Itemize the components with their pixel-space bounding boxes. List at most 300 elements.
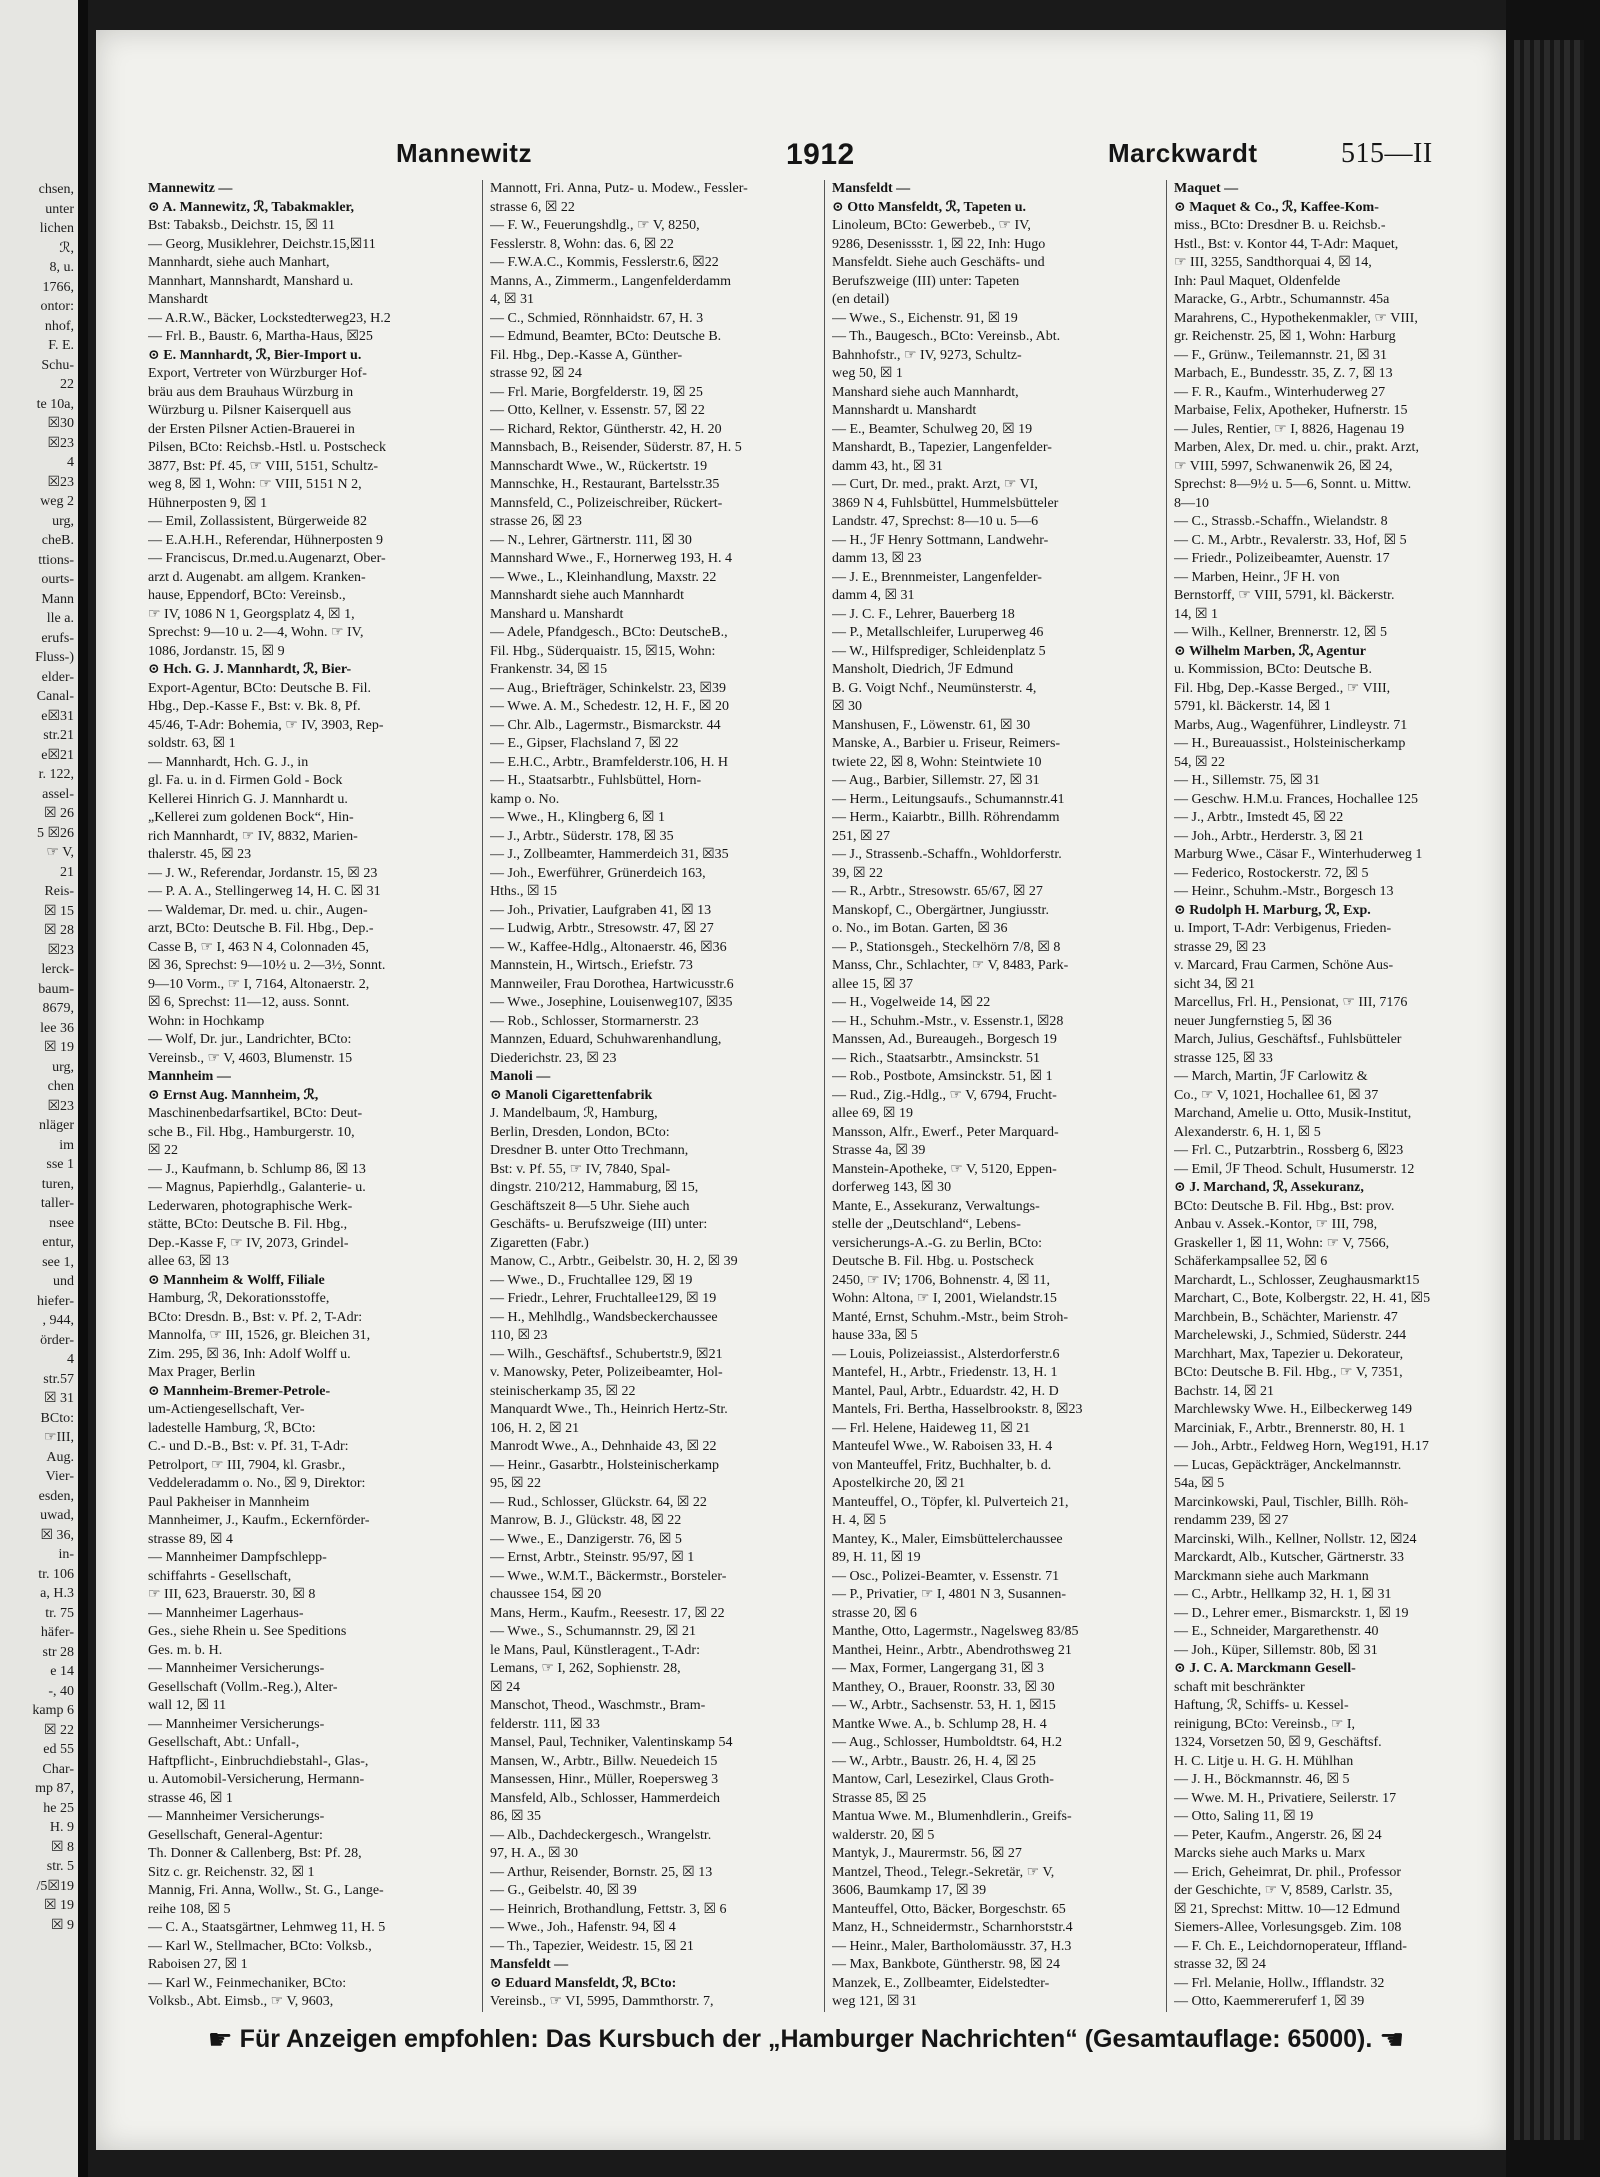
facing-page-line: ☞ V, (46, 845, 74, 860)
entry-line: Fil. Hbg., Dep.-Kasse A, Günther- (490, 347, 683, 363)
facing-page-line: unter (45, 201, 74, 217)
entry-line: BCto: Deutsche B. Fil. Hbg., Bst: prov. (1174, 1198, 1395, 1214)
entry-line: Manzek, E., Zollbeamter, Eidelstedter- (832, 1975, 1050, 1991)
entry-line: — Heinrich, Brothandlung, Fettstr. 3, ☒ 6 (490, 1901, 727, 1917)
entry-line: C.- und D.-B., Bst: v. Pf. 31, T-Adr: (148, 1439, 349, 1454)
entry-line: Landstr. 47, Sprechst: 8—10 u. 5—6 (832, 514, 1039, 529)
entry-line: March, Julius, Geschäftsf., Fuhlsbütteler (1174, 1032, 1402, 1047)
entry-line: weg 121, ☒ 31 (832, 1994, 917, 2009)
entry-line: Marcellus, Frl. H., Pensionat, ☞ III, 7176 (1174, 995, 1408, 1010)
entry-line: (en detail) (832, 292, 890, 307)
column-3 (832, 180, 1155, 2012)
entry-line: — W., Hilfsprediger, Schleidenplatz 5 (832, 643, 1046, 659)
entry-line: Mannheim — (148, 1069, 231, 1084)
entry-line: Hühnerposten 9, ☒ 1 (148, 495, 268, 511)
entry-line: — Alb., Dachdeckergesch., Wrangelstr. (490, 1827, 712, 1843)
facing-page-line: örder- (40, 1332, 74, 1348)
entry-line: 3877, Bst: Pf. 45, ☞ VIII, 5151, Schultz- (148, 458, 379, 474)
facing-page-line: mp 87, (35, 1781, 74, 1796)
facing-page-line: 4 (67, 1352, 74, 1367)
entry-line: strasse 26, ☒ 23 (490, 514, 582, 529)
scanner-edge-strip (1514, 40, 1584, 2140)
entry-line: Sprechst: 9—10 u. 2—4, Wohn. ☞ IV, (148, 625, 364, 640)
entry-line: 2450, ☞ IV; 1706, Bohnenstr. 4, ☒ 11, (832, 1272, 1050, 1288)
entry-line: Lederwaren, photographische Werk- (148, 1198, 353, 1214)
entry-line: dorferweg 143, ☒ 30 (832, 1180, 952, 1195)
entry-line: bräu aus dem Brauhaus Würzburg in (148, 384, 354, 400)
facing-page-line: 21 (60, 864, 74, 880)
entry-line: — Heinr., Maler, Bartholomäusstr. 37, H.3 (832, 1938, 1072, 1954)
facing-page-line: ☒ 8 (50, 1839, 74, 1855)
entry-line: arzt, BCto: Deutsche B. Fil. Hbg., Dep.- (148, 921, 374, 936)
entry-line: Manske, A., Barbier u. Friseur, Reimers- (832, 736, 1061, 751)
facing-page-line: entur, (42, 1235, 74, 1250)
entry-line: Mantey, K., Maler, Eimsbüttelerchaussee (832, 1531, 1063, 1547)
entry-line: Bst: v. Pf. 55, ☞ IV, 7840, Spal- (490, 1161, 671, 1177)
facing-page-line: F. E. (48, 338, 74, 353)
entry-line: Bst: Tabaksb., Deichstr. 15, ☒ 11 (148, 218, 335, 233)
entry-line: Diederichstr. 23, ☒ 23 (490, 1050, 617, 1066)
entry-line: rich Mannhardt, ☞ IV, 8832, Marien- (148, 828, 358, 844)
facing-page-line: nläger (39, 1118, 74, 1133)
entry-line: Haftung, ℛ, Schiffs- u. Kessel- (1174, 1698, 1349, 1713)
entry-line: 4, ☒ 31 (490, 292, 535, 307)
entry-line: 8—10 (1174, 495, 1209, 511)
entry-line: Manshardt (148, 292, 208, 307)
entry-line: strasse 46, ☒ 1 (148, 1790, 233, 1806)
entry-line: — H., ℐF Henry Sottmann, Landwehr- (832, 532, 1049, 548)
entry-line: Fil. Hbg, Dep.-Kasse Berged., ☞ VIII, (1174, 680, 1391, 696)
entry-line: Mannweiler, Frau Dorothea, Hartwicusstr.6 (490, 976, 734, 992)
entry-line: — Joh., Ewerführer, Grünerdeich 163, (490, 865, 706, 881)
entry-line: Mansson, Alfr., Ewerf., Peter Marquard- (832, 1124, 1059, 1140)
entry-line: Marbaise, Felix, Apotheker, Hufnerstr. 15 (1174, 403, 1408, 418)
entry-line: — Emil, Zollassistent, Bürgerweide 82 (148, 514, 368, 529)
entry-line: Dresdner B. unter Otto Trechmann, (490, 1143, 689, 1158)
entry-line: Marchart, C., Bote, Kolbergstr. 22, H. 41, ☒5 (1174, 1291, 1431, 1306)
entry-line: ☒ 6, Sprechst: 11—12, auss. Sonnt. (148, 995, 350, 1010)
entry-line: Mante, E., Assekuranz, Verwaltungs- (832, 1198, 1040, 1214)
entry-line: — Frl. B., Baustr. 6, Martha-Haus, ☒25 (148, 329, 373, 344)
entry-line: — March, Martin, ℐF Carlowitz & (1174, 1069, 1368, 1084)
entry-line: ☞ VIII, 5997, Schwanenwik 26, ☒ 24, (1174, 458, 1393, 474)
entry-line: — Louis, Polizeiassist., Alsterdorferstr.6 (832, 1346, 1060, 1362)
entry-line: — H., Mehlhdlg., Wandsbeckerchaussee (490, 1309, 718, 1325)
entry-line: — Wwe., H., Klingberg 6, ☒ 1 (490, 810, 665, 825)
column-rule (1166, 180, 1167, 2012)
entry-line: Manté, Ernst, Schuhm.-Mstr., beim Stroh- (832, 1309, 1069, 1325)
facing-page-line: in- (58, 1547, 74, 1562)
entry-line: Mantefel, H., Arbtr., Friedenstr. 13, H. 1 (832, 1365, 1058, 1380)
entry-line: 86, ☒ 35 (490, 1809, 542, 1824)
entry-line: — E., Gipser, Flachsland 7, ☒ 22 (490, 736, 679, 751)
entry-line: Maquet — (1174, 181, 1239, 196)
facing-page-line: ontor: (40, 299, 74, 314)
column-1 (148, 180, 471, 2012)
entry-line: Mannshard Wwe., F., Hornerweg 193, H. 4 (490, 551, 733, 566)
entry-line: Pilsen, BCto: Reichsb.-Hstl. u. Postscheck (148, 440, 386, 455)
entry-line: Manoli — (490, 1069, 551, 1084)
facing-page-line: ☒ 31 (43, 1391, 74, 1406)
entry-line: — Th., Tapezier, Weidestr. 15, ☒ 21 (490, 1938, 694, 1954)
entry-line: reinigung, BCto: Vereinsb., ☞ I, (1174, 1716, 1356, 1732)
entry-line: — Joh., Privatier, Laufgraben 41, ☒ 13 (490, 902, 712, 918)
entry-line: — Wwe. A. M., Schedestr. 12, H. F., ☒ 20 (490, 699, 730, 714)
entry-line: — C., Strassb.-Schaffn., Wielandstr. 8 (1174, 514, 1388, 529)
entry-line: — Friedr., Polizeibeamter, Auenstr. 17 (1174, 551, 1390, 566)
entry-line: — Rob., Schlosser, Stormarnerstr. 23 (490, 1013, 699, 1029)
entry-line: — Aug., Schlosser, Humboldtstr. 64, H.2 (832, 1735, 1063, 1750)
entry-line: — J. W., Referendar, Jordanstr. 15, ☒ 23 (148, 865, 378, 881)
entry-line: strasse 32, ☒ 24 (1174, 1957, 1266, 1972)
entry-line: — Rich., Staatsarbtr., Amsinckstr. 51 (832, 1050, 1041, 1066)
entry-line: Schäferkampsallee 52, ☒ 6 (1174, 1254, 1328, 1269)
facing-page-line: Schu- (41, 357, 74, 373)
entry-line: — Federico, Rostockerstr. 72, ☒ 5 (1174, 865, 1369, 881)
entry-line: Mantow, Carl, Lesezirkel, Claus Groth- (832, 1772, 1054, 1787)
facing-page-line: ☒30 (47, 416, 74, 431)
facing-page-line: ☒23 (47, 1098, 74, 1114)
entry-line: thalerstr. 45, ☒ 23 (148, 847, 252, 862)
entry-line: twiete 22, ☒ 8, Wohn: Steintwiete 10 (832, 754, 1042, 770)
entry-line (832, 2012, 1155, 2013)
facing-page-line: chen (47, 1079, 74, 1094)
entry-line: Veddeleradamm o. No., ☒ 9, Direktor: (148, 1476, 366, 1491)
entry-line: u. Automobil-Versicherung, Hermann- (148, 1772, 365, 1787)
footer-advert (136, 2023, 1476, 2056)
entry-line: Deutsche B. Fil. Hbg. u. Postscheck (832, 1254, 1034, 1269)
entry-line: hause, Eppendorf, BCto: Vereinsb., (148, 588, 346, 603)
entry-line: strasse 125, ☒ 33 (1174, 1050, 1273, 1066)
entry-line: J. Mandelbaum, ℛ, Hamburg, (490, 1106, 658, 1121)
entry-line: — Otto, Saling 11, ☒ 19 (1174, 1809, 1314, 1824)
facing-page-line: ed 55 (43, 1742, 74, 1757)
entry-line: Mansholt, Diedrich, ℐF Edmund (832, 662, 1014, 677)
entry-line: von Manteuffel, Fritz, Buchhalter, b. d. (832, 1457, 1052, 1473)
entry-line: — Aug., Barbier, Sillemstr. 27, ☒ 31 (832, 773, 1040, 788)
entry-line: — D., Lehrer emer., Bismarckstr. 1, ☒ 19 (1174, 1605, 1409, 1621)
entry-line: Sitz c. gr. Reichenstr. 32, ☒ 1 (148, 1864, 315, 1880)
entry-line: — Rud., Schlosser, Glückstr. 64, ☒ 22 (490, 1494, 707, 1510)
entry-line: ☞ IV, 1086 N 1, Georgsplatz 4, ☒ 1, (148, 606, 355, 622)
entry-line: ⊙ Otto Mansfeldt, ℛ, Tapeten u. (832, 199, 1027, 215)
entry-line: reihe 108, ☒ 5 (148, 1901, 231, 1917)
entry-line: Mannheimer, J., Kaufm., Eckernförder- (148, 1513, 370, 1528)
entry-line: ⊙ Mannheim-Bremer-Petrole- (148, 1383, 331, 1399)
entry-line: — Waldemar, Dr. med. u. chir., Augen- (148, 902, 368, 918)
facing-page-line: lerck- (41, 962, 74, 977)
entry-line: Manz, H., Schneidermstr., Scharnhorststr.4 (832, 1920, 1073, 1935)
entry-line: — Lucas, Gepäckträger, Anckelmannstr. (1174, 1457, 1402, 1473)
entry-line: Alexanderstr. 6, H. 1, ☒ 5 (1174, 1124, 1321, 1140)
entry-line: Manshusen, F., Löwenstr. 61, ☒ 30 (832, 717, 1031, 733)
entry-line: — H., Vogelweide 14, ☒ 22 (832, 995, 991, 1010)
entry-line: — R., Arbtr., Stresowstr. 65/67, ☒ 27 (832, 884, 1043, 899)
entry-line: v. Manowsky, Peter, Polizeibeamter, Hol- (490, 1365, 723, 1380)
entry-line: BCto: Dresdn. B., Bst: v. Pf. 2, T-Adr: (148, 1309, 363, 1325)
facing-page-line: weg 2 (40, 494, 74, 509)
entry-line: Dep.-Kasse F, ☞ IV, 2073, Grindel- (148, 1235, 349, 1251)
entry-line: neuer Jungfernstieg 5, ☒ 36 (1174, 1013, 1332, 1029)
facing-page-line: urg, (52, 1059, 74, 1075)
entry-line: — Peter, Kaufm., Angerstr. 26, ☒ 24 (1174, 1827, 1382, 1843)
facing-page-line: tr. 75 (45, 1605, 74, 1621)
facing-page-line: r. 122, (38, 767, 74, 782)
footer-text: Für Anzeigen empfohlen: Das Kursbuch der „Hamburger Nachrichten“ (Gesamtauflage: 65000). (239, 2025, 1373, 2053)
entry-line: — Franciscus, Dr.med.u.Augenarzt, Ober- (148, 551, 386, 566)
entry-line: felderstr. 111, ☒ 33 (490, 1716, 600, 1732)
entry-line: — J. C. F., Lehrer, Bauerberg 18 (832, 606, 1015, 622)
entry-line: Manthey, O., Brauer, Roonstr. 33, ☒ 30 (832, 1679, 1055, 1695)
entry-line: Max Prager, Berlin (148, 1365, 256, 1380)
entry-line: Gesellschaft, Abt.: Unfall-, (148, 1735, 300, 1750)
entry-line: Strasse 85, ☒ 25 (832, 1790, 927, 1806)
entry-line: — Otto, Kellner, v. Essenstr. 57, ☒ 22 (490, 403, 705, 418)
entry-line: — Osc., Polizei-Beamter, v. Essenstr. 71 (832, 1568, 1060, 1584)
entry-line: — Rud., Zig.-Hdlg., ☞ V, 6794, Frucht- (832, 1087, 1057, 1103)
facing-page-line: H. 9 (49, 1820, 74, 1835)
entry-line: BCto: Deutsche B. Fil. Hbg., ☞ V, 7351, (1174, 1365, 1403, 1380)
entry-line: Mannshardt siehe auch Mannhardt (490, 588, 684, 603)
entry-line: miss., BCto: Dresdner B. u. Reichsb.- (1174, 218, 1386, 233)
facing-page-line: a, H.3 (40, 1586, 74, 1601)
entry-line: schiffahrts - Gesellschaft, (148, 1568, 292, 1584)
entry-line: Maschinenbedarfsartikel, BCto: Deut- (148, 1106, 363, 1121)
entry-line: — Max, Former, Langergang 31, ☒ 3 (832, 1661, 1044, 1676)
entry-line: — P., Stationsgeh., Steckelhörn 7/8, ☒ 8 (832, 939, 1061, 955)
facing-page-line: ☒ 28 (43, 923, 74, 938)
entry-line: Marchardt, L., Schlosser, Zeughausmarkt15 (1174, 1272, 1420, 1288)
entry-line: 251, ☒ 27 (832, 828, 891, 844)
entry-line: — Jules, Rentier, ☞ I, 8826, Hagenau 19 (1174, 421, 1405, 437)
entry-line: Marchhart, Max, Tapezier u. Dekorateur, (1174, 1346, 1404, 1362)
entry-line: Casse B, ☞ I, 463 N 4, Colonnaden 45, (148, 939, 369, 955)
entry-line: — Wilh., Geschäftsf., Schubertstr.9, ☒21 (490, 1346, 723, 1362)
entry-line: Mantyk, J., Maurermstr. 56, ☒ 27 (832, 1846, 1022, 1861)
entry-line: Mans, Herm., Kaufm., Reesestr. 17, ☒ 22 (490, 1605, 725, 1621)
entry-line: Manss, Chr., Schlachter, ☞ V, 8483, Park- (832, 958, 1069, 973)
entry-line: H. 4, ☒ 5 (832, 1513, 887, 1528)
entry-line: Mannsbach, B., Reisender, Süderstr. 87, H. 5 (490, 440, 742, 455)
entry-line: ⊙ Ernst Aug. Mannheim, ℛ, (148, 1087, 319, 1103)
entry-line: Mannschardt Wwe., W., Rückertstr. 19 (490, 458, 708, 474)
entry-line: o. No., im Botan. Garten, ☒ 36 (832, 921, 1008, 936)
facing-page-line: häfer- (40, 1625, 74, 1640)
facing-page-line: ☒ 19 (43, 1040, 74, 1055)
facing-page-line: ☒ 19 (43, 1898, 74, 1913)
entry-line: ladestelle Hamburg, ℛ, BCto: (148, 1420, 316, 1436)
entry-line: Marckmann siehe auch Markmann (1174, 1568, 1369, 1584)
facing-page-line: 22 (60, 377, 74, 392)
facing-page-line: assel- (42, 786, 74, 802)
entry-line: — Herm., Kaiarbtr., Billh. Röhrendamm (832, 810, 1060, 825)
entry-line: Mansen, W., Arbtr., Billw. Neuedeich 15 (490, 1753, 718, 1769)
facing-page-line: e 14 (50, 1664, 74, 1679)
entry-line: — Mannheimer Dampfschlepp- (148, 1550, 327, 1565)
entry-line: — Arthur, Reisender, Bornstr. 25, ☒ 13 (490, 1864, 713, 1880)
entry-line: Petrolport, ☞ III, 7904, kl. Grasbr., (148, 1457, 346, 1473)
entry-line: damm 13, ☒ 23 (832, 551, 922, 566)
entry-line: soldstr. 63, ☒ 1 (148, 736, 236, 751)
entry-line: steinischerkamp 35, ☒ 22 (490, 1383, 636, 1399)
entry-line: Bachstr. 14, ☒ 21 (1174, 1383, 1275, 1399)
facing-page-line: te 10a, (36, 396, 74, 412)
pointing-hand-right-icon: ☚ (1379, 2024, 1405, 2055)
entry-line: Zigaretten (Fabr.) (490, 1235, 589, 1251)
entry-line: — Mannheimer Lagerhaus- (148, 1605, 304, 1621)
entry-line: ☒ 22 (148, 1143, 179, 1158)
pointing-hand-left-icon: ☛ (207, 2024, 233, 2055)
entry-line: allee 15, ☒ 37 (832, 976, 913, 992)
entry-line: Manrow, B. J., Glückstr. 48, ☒ 22 (490, 1513, 682, 1528)
facing-page-line: und (53, 1274, 74, 1289)
entry-line: — Wwe., L., Kleinhandlung, Maxstr. 22 (490, 569, 717, 585)
entry-line: Geschäftszeit 8—5 Uhr. Siehe auch (490, 1198, 690, 1214)
facing-page-line: 5 ☒26 (36, 825, 74, 841)
entry-line: Manteuffel, Otto, Bäcker, Borgeschstr. 65 (832, 1901, 1066, 1917)
entry-line: — H., Sillemstr. 75, ☒ 31 (1174, 773, 1320, 788)
entry-line: u. Import, T-Adr: Verbigenus, Frieden- (1174, 921, 1392, 936)
facing-page-line: urg, (52, 513, 74, 529)
entry-line: Manteuffel, O., Töpfer, kl. Pulverteich 21, (832, 1494, 1069, 1510)
entry-line: — E., Schneider, Margarethenstr. 40 (1174, 1624, 1379, 1639)
entry-line: Volksb., Abt. Eimsb., ☞ V, 9603, (148, 1994, 334, 2009)
facing-page-fragment (0, 0, 88, 2177)
entry-line: Marckardt, Alb., Kutscher, Gärtnerstr. 33 (1174, 1550, 1404, 1565)
entry-line: — F.W.A.C., Kommis, Fesslerstr.6, ☒22 (490, 255, 719, 270)
entry-line: ⊙ J. C. A. Marckmann Gesell- (1174, 1661, 1356, 1676)
facing-page-line: lee 36 (40, 1020, 74, 1036)
entry-line (148, 2012, 471, 2013)
entry-line: Manskopf, C., Obergärtner, Jungiusstr. (832, 902, 1049, 918)
entry-line: ☒ 36, Sprechst: 9—10½ u. 2—3½, Sonnt. (148, 958, 386, 973)
entry-line: rendamm 239, ☒ 27 (1174, 1513, 1289, 1528)
entry-line: — H., Staatsarbtr., Fuhlsbüttel, Horn- (490, 773, 702, 788)
entry-line: — Friedr., Lehrer, Fruchtallee129, ☒ 19 (490, 1291, 717, 1306)
entry-line: — Frl. Marie, Borgfelderstr. 19, ☒ 25 (490, 384, 703, 400)
entry-line: Manthei, Heinr., Arbtr., Abendrothsweg 21 (832, 1642, 1072, 1658)
directory-page (96, 30, 1506, 2150)
entry-line: Ges. m. b. H. (148, 1642, 223, 1658)
entry-line: Mansfeldt. Siehe auch Geschäfts- und (832, 255, 1045, 270)
entry-line: — Aug., Briefträger, Schinkelstr. 23, ☒39 (490, 680, 726, 696)
entry-line: — F., Grünw., Teilemannstr. 21, ☒ 31 (1174, 347, 1388, 363)
entry-line: walderstr. 20, ☒ 5 (832, 1827, 935, 1843)
entry-line: 9286, Desenissstr. 1, ☒ 22, Inh: Hugo (832, 236, 1046, 252)
entry-line: Marcinski, Wilh., Kellner, Nollstr. 12, ☒24 (1174, 1531, 1417, 1547)
entry-line: Ges., siehe Rhein u. See Speditions (148, 1624, 347, 1639)
entry-line: „Kellerei zum goldenen Bock“, Hin- (148, 810, 354, 825)
facing-page-line: chsen, (38, 182, 74, 197)
entry-line: Berufszweige (III) unter: Tapeten (832, 273, 1020, 289)
facing-page-line: 8679, (42, 1001, 74, 1016)
entry-line: — Th., Baugesch., BCto: Vereinsb., Abt. (832, 329, 1061, 344)
entry-line: Mannshardt u. Manshardt (832, 403, 977, 418)
column-4 (1174, 180, 1497, 2012)
entry-line: v. Marcard, Frau Carmen, Schöne Aus- (1174, 958, 1394, 973)
entry-line: ⊙ Eduard Mansfeldt, ℛ, BCto: (490, 1975, 677, 1991)
entry-line: — P. A. A., Stellingerweg 14, H. C. ☒ 31 (148, 884, 381, 899)
entry-line: sche B., Fil. Hbg., Hamburgerstr. 10, (148, 1124, 355, 1140)
entry-line: ☒ 24 (490, 1679, 521, 1695)
facing-page-line: turen, (41, 1176, 74, 1192)
entry-line: — Ernst, Arbtr., Steinstr. 95/97, ☒ 1 (490, 1550, 695, 1565)
entry-line: — Heinr., Gasarbtr., Holsteinischerkamp (490, 1457, 720, 1473)
entry-line: Mantua Wwe. M., Blumenhdlerin., Greifs- (832, 1809, 1072, 1824)
entry-line: gl. Fa. u. in d. Firmen Gold - Bock (148, 773, 343, 788)
entry-line: — Wwe., S., Eichenstr. 91, ☒ 19 (832, 310, 1018, 326)
entry-line: Mannig, Fri. Anna, Wollw., St. G., Lange- (148, 1883, 384, 1898)
entry-line: — Heinr., Schuhm.-Mstr., Borgesch 13 (1174, 884, 1394, 899)
entry-line: Geschäfts- u. Berufszweige (III) unter: (490, 1217, 708, 1232)
entry-line: 9—10 Vorm., ☞ I, 7164, Altonaerstr. 2, (148, 976, 370, 992)
facing-page-line: ☞III, (43, 1430, 74, 1445)
entry-line: ⊙ Rudolph H. Marburg, ℛ, Exp. (1174, 902, 1371, 918)
entry-line: Manssen, Ad., Bureaugeh., Borgesch 19 (832, 1032, 1057, 1047)
facing-page-line: im (59, 1137, 74, 1153)
entry-line: Mantzel, Theod., Telegr.-Sekretär, ☞ V, (832, 1864, 1055, 1880)
facing-page-line: ☒ 9 (50, 1917, 74, 1933)
entry-line: schaft mit beschränkter (1174, 1679, 1305, 1695)
entry-line: — Joh., Arbtr., Herderstr. 3, ☒ 21 (1174, 828, 1364, 844)
entry-line: Manshard u. Manshardt (490, 606, 624, 622)
entry-line: — C., Schmied, Rönnhaidstr. 67, H. 3 (490, 310, 704, 326)
entry-line: — Ludwig, Arbtr., Stresowstr. 47, ☒ 27 (490, 921, 714, 936)
entry-line: — F. R., Kaufm., Winterhuderweg 27 (1174, 384, 1386, 400)
entry-line: — H., Schuhm.-Mstr., v. Essenstr.1, ☒28 (832, 1013, 1064, 1029)
entry-line: Mannewitz — (148, 181, 233, 196)
entry-line: Fesslerstr. 8, Wohn: das. 6, ☒ 22 (490, 236, 674, 252)
entry-line: 54, ☒ 22 (1174, 754, 1226, 770)
entry-line: Mantke Wwe. A., b. Schlump 28, H. 4 (832, 1716, 1047, 1732)
facing-page-line: ☒ 36, (40, 1527, 74, 1543)
facing-page-line: Char- (42, 1761, 74, 1777)
facing-page-line: ☒ 15 (43, 903, 74, 919)
facing-page-line: ☒ 26 (43, 806, 74, 821)
entry-line: Marchand, Amelie u. Otto, Musik-Institut, (1174, 1106, 1412, 1121)
entry-line: ☞ III, 623, Brauerstr. 30, ☒ 8 (148, 1587, 316, 1602)
entry-line: Mansfeldt — (832, 181, 911, 196)
entry-line: Würzburg u. Pilsner Kaiserquell aus (148, 403, 352, 418)
entry-line: Manstein-Apotheke, ☞ V, 5120, Eppen- (832, 1161, 1057, 1177)
entry-line: Anbau v. Assek.-Kontor, ☞ III, 798, (1174, 1217, 1378, 1232)
entry-line: allee 69, ☒ 19 (832, 1106, 913, 1121)
entry-line: — J. E., Brennmeister, Langenfelder- (832, 569, 1042, 585)
entry-line: — Wolf, Dr. jur., Landrichter, BCto: (148, 1032, 352, 1047)
entry-line: sicht 34, ☒ 21 (1174, 976, 1255, 992)
entry-line: Export, Vertreter von Würzburger Hof- (148, 366, 367, 381)
facing-page-line: 8, u. (49, 260, 74, 275)
facing-page-line: BCto: (40, 1410, 74, 1426)
facing-page-line: ourts- (41, 572, 74, 587)
entry-line: Raboisen 27, ☒ 1 (148, 1957, 248, 1972)
entry-line: ⊙ Mannheim & Wolff, Filiale (148, 1272, 325, 1288)
facing-page-line: taller- (40, 1196, 74, 1211)
entry-line: 39, ☒ 22 (832, 865, 884, 881)
entry-line (490, 2012, 813, 2013)
entry-line: u. Kommission, BCto: Deutsche B. (1174, 662, 1372, 677)
entry-line: — Mannheimer Versicherungs- (148, 1661, 325, 1676)
entry-line: 45/46, T-Adr: Bohemia, ☞ IV, 3903, Rep- (148, 717, 384, 733)
column-2 (490, 180, 813, 2012)
running-head-right: Marckwardt (1108, 138, 1258, 168)
entry-line: strasse 92, ☒ 24 (490, 366, 582, 381)
entry-line: Bahnhofstr., ☞ IV, 9273, Schultz- (832, 347, 1022, 363)
entry-line: strasse 29, ☒ 23 (1174, 939, 1266, 955)
entry-line: Mannsfeld, C., Polizeischreiber, Rückert- (490, 495, 723, 511)
entry-line: ⊙ Manoli Cigarettenfabrik (490, 1087, 653, 1103)
entry-line: ⊙ J. Marchand, ℛ, Assekuranz, (1174, 1180, 1364, 1195)
